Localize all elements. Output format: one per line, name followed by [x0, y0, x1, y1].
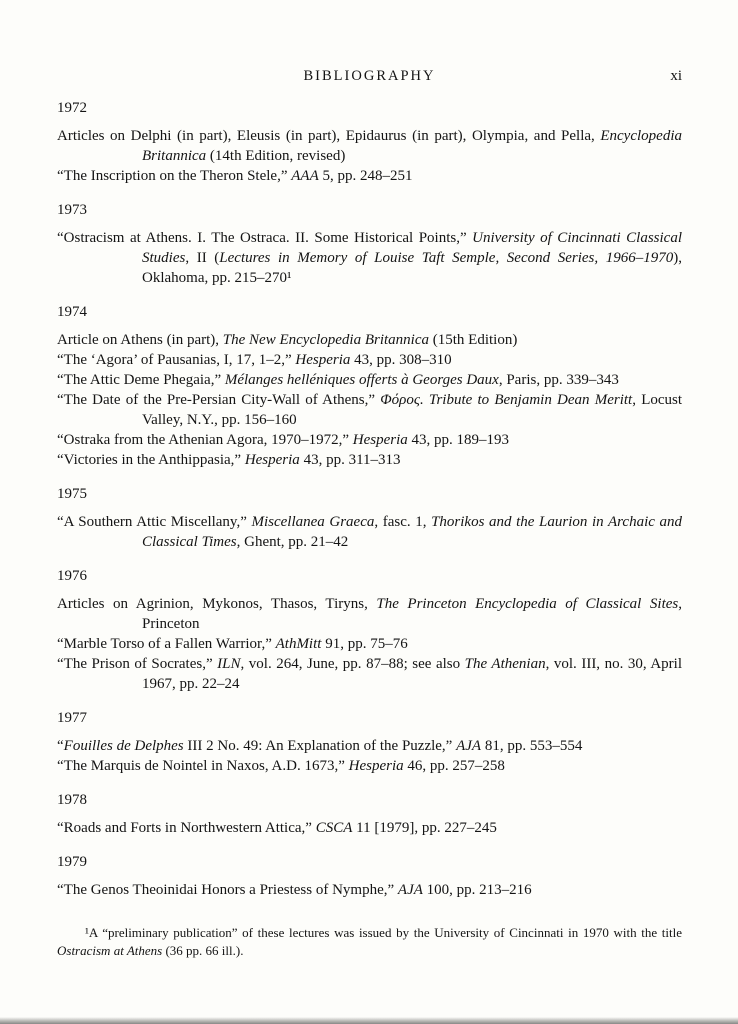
roman-text: ¹A “preliminary publication” of these lectures was issued by the University of Cincinnati in 1970 with the title [85, 925, 682, 940]
roman-text: Articles on Agrinion, Mykonos, Thasos, Tiryns, [57, 596, 377, 612]
bibliography-entry [57, 166, 682, 186]
italic-text: Φόρος. Tribute to Benjamin Dean Meritt [380, 392, 633, 408]
roman-text: , Locust Valley, N.Y., pp. 156–160 [142, 392, 683, 428]
bibliography-entry [57, 634, 682, 654]
roman-text: III 2 No. 49: An Explanation of the Puzzle,” [183, 738, 457, 754]
roman-text: “A Southern Attic Miscellany,” [57, 514, 252, 530]
page-number: xi [670, 68, 682, 84]
italic-text: The New Encyclopedia Britannica [222, 332, 430, 348]
bibliography-entry [57, 330, 682, 350]
year-heading: 1975 [57, 486, 87, 502]
italic-text: The Princeton Encyclopedia of Classical Sites [376, 596, 679, 612]
roman-text: 43, pp. 308–310 [350, 352, 452, 368]
bibliography-content [57, 98, 682, 900]
italic-text: Hesperia [348, 758, 404, 774]
roman-text: “The Genos Theoinidai Honors a Priestess of Nymphe,” [57, 882, 398, 898]
roman-text: “The Prison of Socrates,” [57, 656, 218, 672]
roman-text: Articles on Delphi (in part), Eleusis (in part), Epidaurus (in part), Olympia, and Pella, [57, 128, 601, 144]
italic-text: AAA [291, 168, 319, 184]
roman-text: , vol. III, no. 30, April 1967, pp. 22–24 [142, 656, 682, 692]
bibliography-entry [57, 594, 682, 634]
italic-text: CSCA [315, 820, 353, 836]
italic-text: Encyclopedia Britannica [142, 128, 682, 164]
roman-text: “The Date of the Pre-Persian City-Wall of Athens,” [57, 392, 381, 408]
bibliography-entry [57, 512, 682, 552]
roman-text: “The ‘Agora’ of Pausanias, I, 17, 1–2,” [57, 352, 296, 368]
roman-text: , II ( [185, 250, 220, 266]
footnote [57, 924, 682, 960]
year-heading: 1973 [57, 202, 87, 218]
roman-text: Article on Athens (in part), [57, 332, 223, 348]
italic-text: Hesperia [244, 452, 300, 468]
year-heading: 1976 [57, 568, 87, 584]
roman-text: , fasc. 1, [374, 514, 432, 530]
roman-text: 43, pp. 311–313 [299, 452, 401, 468]
page-title: BIBLIOGRAPHY [303, 68, 436, 84]
roman-text: 11 [1979], pp. 227–245 [352, 820, 497, 836]
bibliography-entry [57, 654, 682, 694]
roman-text: “ [57, 738, 64, 754]
roman-text: (14th Edition, revised) [206, 148, 346, 164]
roman-text: (15th Edition) [429, 332, 518, 348]
year-heading: 1977 [57, 710, 87, 726]
italic-text: ILN [217, 656, 241, 672]
italic-text: Fouilles de Delphes [63, 738, 184, 754]
roman-text: 46, pp. 257–258 [403, 758, 505, 774]
roman-text: “Ostracism at Athens. I. The Ostraca. II. Some Historical Points,” [57, 230, 473, 246]
roman-text: 81, pp. 553–554 [481, 738, 583, 754]
italic-text: Lectures in Memory of Louise Taft Semple, Second Series, 1966–1970 [219, 250, 674, 266]
italic-text: AJA [397, 882, 423, 898]
italic-text: The Athenian [464, 656, 546, 672]
bibliography-entry [57, 450, 682, 470]
roman-text: “Ostraka from the Athenian Agora, 1970–1972,” [57, 432, 353, 448]
footnote-text [57, 924, 682, 960]
year-heading: 1979 [57, 854, 87, 870]
roman-text: “Roads and Forts in Northwestern Attica,” [57, 820, 316, 836]
bibliography-entry [57, 818, 682, 838]
roman-text: 43, pp. 189–193 [407, 432, 510, 448]
roman-text: “Victories in the Anthippasia,” [57, 452, 245, 468]
roman-text: “The Marquis de Nointel in Naxos, A.D. 1673,” [57, 758, 349, 774]
roman-text: 5, pp. 248–251 [318, 168, 413, 184]
roman-text: “Marble Torso of a Fallen Warrior,” [57, 636, 276, 652]
bibliography-entry [57, 430, 682, 450]
year-heading: 1974 [57, 304, 87, 320]
roman-text: , Paris, pp. 339–343 [498, 372, 619, 388]
year-heading: 1978 [57, 792, 87, 808]
italic-text: Mélanges helléniques offerts à Georges Daux [224, 372, 499, 388]
roman-text: (36 pp. 66 ill.). [162, 943, 244, 958]
roman-text: , Ghent, pp. 21–42 [236, 534, 349, 550]
bibliography-entry [57, 126, 682, 166]
italic-text: Hesperia [352, 432, 408, 448]
page-bottom-edge-shadow [0, 1017, 738, 1024]
italic-text: Miscellanea Graeca [251, 514, 375, 530]
bibliography-entry [57, 390, 682, 430]
roman-text: , vol. 264, June, pp. 87–88; see also [240, 656, 465, 672]
bibliography-entry [57, 736, 682, 756]
roman-text: “The Attic Deme Phegaia,” [57, 372, 225, 388]
roman-text: “The Inscription on the Theron Stele,” [57, 168, 292, 184]
roman-text: ), Oklahoma, pp. 215–270¹ [142, 250, 682, 286]
bibliography-entry [57, 756, 682, 776]
roman-text: 100, pp. 213–216 [422, 882, 532, 898]
bibliography-entry [57, 880, 682, 900]
year-heading: 1972 [57, 100, 87, 116]
bibliography-entry [57, 370, 682, 390]
italic-text: Ostracism at Athens [57, 943, 163, 958]
bibliography-entry [57, 350, 682, 370]
italic-text: Thorikos and the Laurion in Archaic and Classical Times [142, 514, 683, 550]
page-header [57, 66, 682, 86]
italic-text: Hesperia [295, 352, 351, 368]
italic-text: AthMitt [275, 636, 322, 652]
italic-text: AJA [456, 738, 482, 754]
bibliography-entry [57, 228, 682, 288]
italic-text: University of Cincinnati Classical Studies [142, 230, 682, 266]
roman-text: , Princeton [142, 596, 682, 632]
roman-text: 91, pp. 75–76 [321, 636, 408, 652]
